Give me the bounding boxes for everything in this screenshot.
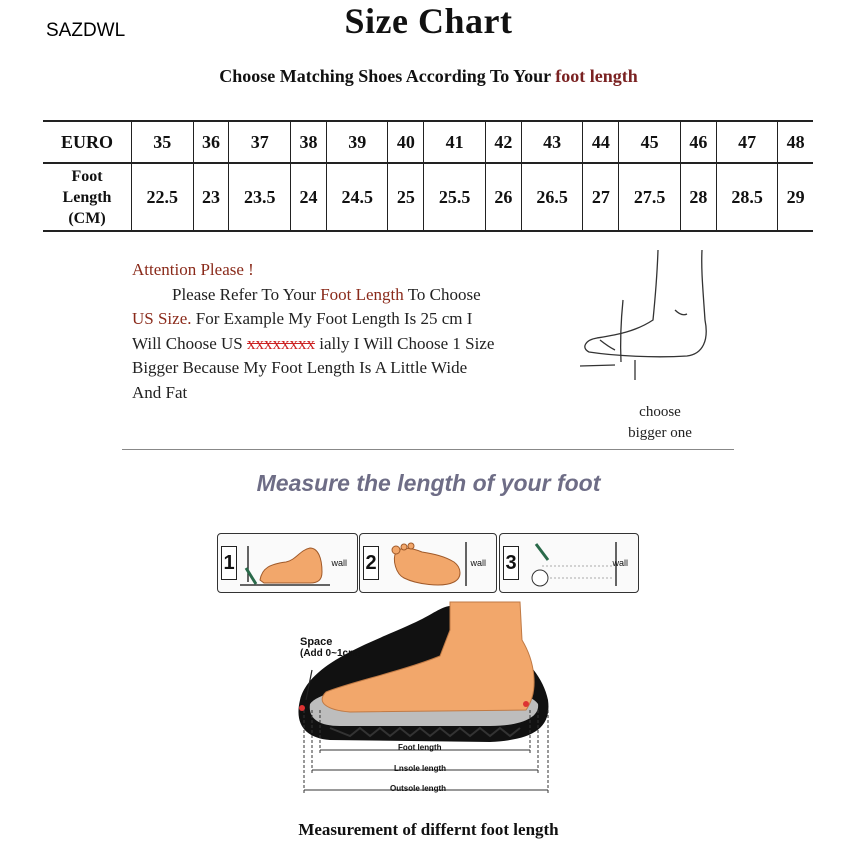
euro-size-cell: 41: [424, 121, 486, 163]
attention-line: Bigger Because My Foot Length Is A Little Wide: [132, 358, 468, 377]
attention-text: Please Refer To Your: [172, 284, 316, 304]
step-2-panel: [359, 533, 497, 593]
euro-size-cell: 38: [290, 121, 326, 163]
euro-size-cell: 37: [229, 121, 291, 163]
attention-strike: xxxxxxxx: [247, 333, 316, 353]
euro-size-cell: 43: [521, 121, 583, 163]
euro-size-cell: 36: [193, 121, 229, 163]
attention-text: For Example My Foot Length Is 25 cm I: [195, 309, 473, 328]
shoe-diagram: [290, 600, 560, 810]
wall-label: wall: [612, 558, 628, 568]
space-sub-label: (Add 0~1cm): [300, 648, 361, 659]
foot-length-row: [43, 163, 813, 231]
attention-line: And Fat: [132, 382, 188, 402]
euro-size-cell: 42: [485, 121, 521, 163]
foot-length-label: Foot length: [398, 743, 442, 752]
attention-line: [132, 332, 580, 357]
foot-length-cell: 25.5: [424, 163, 486, 231]
foot-label-line: (CM): [68, 209, 106, 227]
attention-heading: Attention Please !: [132, 260, 254, 279]
attention-note: [132, 258, 580, 405]
subtitle-accent: foot length: [555, 66, 638, 86]
euro-row: [43, 121, 813, 163]
subtitle: [0, 66, 857, 87]
choose-bigger-line: bigger one: [628, 425, 692, 441]
foot-length-cell: 24.5: [326, 163, 388, 231]
step-3-panel: [499, 533, 639, 593]
attention-line: [132, 307, 580, 332]
foot-top-icon: [382, 538, 472, 590]
bottom-caption: Measurement of differnt foot length: [298, 820, 559, 839]
page-title: Size Chart: [344, 1, 513, 41]
foot-length-cell: 23.5: [229, 163, 291, 231]
foot-length-cell: 27.5: [619, 163, 681, 231]
euro-header: EURO: [43, 121, 132, 163]
foot-length-cell: 24: [290, 163, 326, 231]
step-number: 1: [221, 546, 237, 580]
measure-title: Measure the length of your foot: [256, 470, 601, 496]
foot-length-cell: 26: [485, 163, 521, 231]
foot-length-cell: 29: [778, 163, 813, 231]
foot-length-cell: 23: [193, 163, 229, 231]
foot-label-line: Foot: [71, 167, 103, 185]
euro-size-cell: 39: [326, 121, 388, 163]
wall-label: wall: [331, 558, 347, 568]
euro-size-cell: 47: [716, 121, 778, 163]
foot-length-cell: 22.5: [132, 163, 194, 231]
attention-highlight: Foot Length: [320, 284, 404, 304]
foot-length-cell: 28.5: [716, 163, 778, 231]
euro-size-cell: 48: [778, 121, 813, 163]
foot-side-icon: [240, 538, 332, 590]
space-label: Space: [300, 636, 333, 648]
foot-length-cell: 26.5: [521, 163, 583, 231]
euro-size-cell: 40: [388, 121, 424, 163]
euro-size-cell: 45: [619, 121, 681, 163]
wall-label: wall: [470, 558, 486, 568]
attention-text: To Choose: [407, 284, 481, 304]
insole-length-label: Lnsole length: [394, 764, 446, 773]
choose-bigger-note: [600, 402, 720, 444]
step-number: 2: [363, 546, 379, 580]
attention-text: ially I Will Choose 1 Size: [319, 333, 495, 353]
subtitle-text: Choose Matching Shoes According To Your: [219, 66, 551, 86]
foot-length-cell: 25: [388, 163, 424, 231]
size-table: [43, 120, 813, 232]
foot-sketch-icon: [575, 240, 725, 410]
foot-length-header: [43, 163, 132, 231]
step-1-panel: [217, 533, 358, 593]
step-number: 3: [503, 546, 519, 580]
foot-label-line: Length: [62, 188, 112, 206]
attention-highlight: US Size.: [132, 309, 192, 328]
outsole-length-label: Outsole length: [390, 784, 446, 793]
foot-length-cell: 28: [680, 163, 716, 231]
euro-size-cell: 44: [583, 121, 619, 163]
attention-line: [132, 283, 580, 308]
choose-bigger-line: choose: [639, 404, 681, 420]
euro-size-cell: 46: [680, 121, 716, 163]
brand-label: SAZDWL: [46, 20, 126, 41]
attention-text: Will Choose US: [132, 333, 243, 353]
foot-length-cell: 27: [583, 163, 619, 231]
euro-size-cell: 35: [132, 121, 194, 163]
section-divider: [122, 449, 734, 450]
